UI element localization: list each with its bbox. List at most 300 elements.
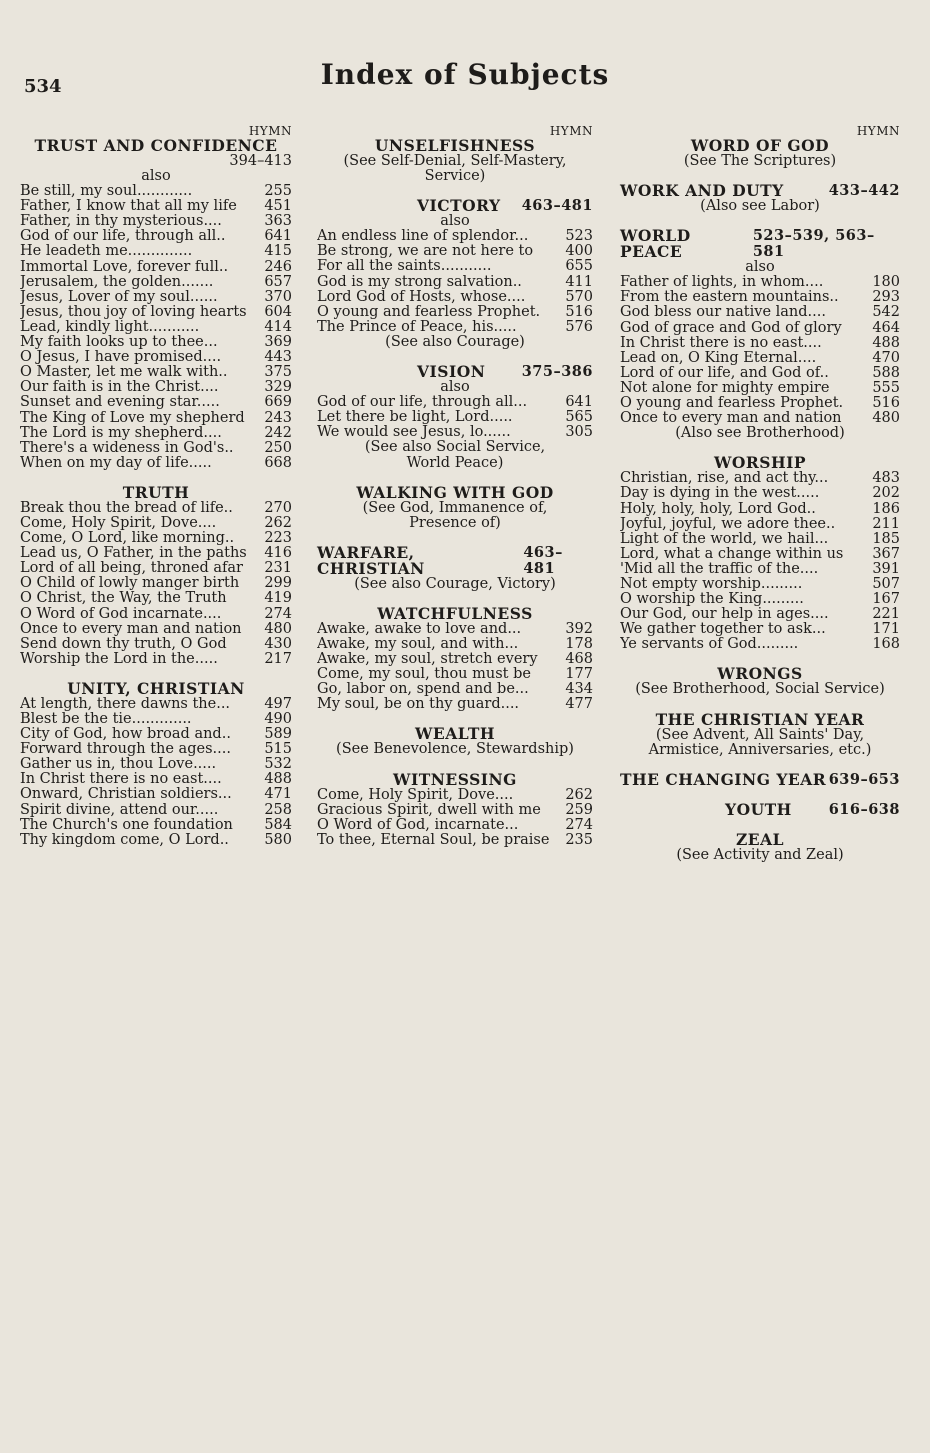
hymn-number: 430 xyxy=(264,635,292,652)
hymn-range: 463–481 xyxy=(521,197,593,215)
hymn-number: 657 xyxy=(264,273,292,290)
hymn-title: Immortal Love, forever full.. xyxy=(20,259,229,275)
section-heading xyxy=(620,769,900,789)
hymn-number: 516 xyxy=(565,303,593,320)
hymn-title: Not empty worship......... xyxy=(620,576,803,592)
section-heading xyxy=(620,455,900,471)
subject-section xyxy=(20,138,292,471)
hymn-title: 'Mid all the traffic of the.... xyxy=(620,561,819,577)
hymn-number: 464 xyxy=(872,319,900,336)
section-title: VICTORY xyxy=(417,196,501,216)
hymn-title: Day is dying in the west..... xyxy=(620,486,820,502)
hymn-number: 588 xyxy=(872,364,900,381)
hymn-title: Jerusalem, the golden....... xyxy=(20,274,214,290)
hymn-number: 523 xyxy=(565,228,593,245)
hymn-number: 262 xyxy=(565,786,593,803)
hymn-entry xyxy=(20,742,292,757)
hymn-title: There's a wideness in God's.. xyxy=(20,440,234,456)
hymn-column-header: HYMN xyxy=(549,124,593,138)
hymn-entry xyxy=(20,772,292,787)
hymn-number: 400 xyxy=(565,243,593,260)
hymn-number: 434 xyxy=(565,681,593,698)
hymn-entry xyxy=(20,365,292,380)
section-title: WALKING WITH GOD xyxy=(356,482,554,502)
hymn-number: 419 xyxy=(264,590,292,607)
hymn-range: 616–638 xyxy=(828,800,900,818)
subject-section xyxy=(620,829,900,863)
hymn-title: Blest be the tie............. xyxy=(20,712,192,727)
section-heading xyxy=(317,603,593,623)
section-heading xyxy=(317,769,593,789)
subject-section xyxy=(620,183,900,214)
hymn-title: Sunset and evening star..... xyxy=(20,395,220,411)
hymn-column-header: HYMN xyxy=(248,124,292,138)
hymn-title: God of our life, through all... xyxy=(317,395,528,411)
subject-section xyxy=(317,542,593,592)
hymn-title: O worship the King......... xyxy=(620,592,804,608)
section-title: YOUTH xyxy=(725,799,792,819)
subject-section xyxy=(620,666,900,697)
hymn-entry xyxy=(317,803,593,818)
hymn-title: City of God, how broad and.. xyxy=(20,727,231,743)
hymn-entry xyxy=(620,321,900,336)
section-title: WORD OF GOD xyxy=(690,136,830,155)
section-title: ZEAL xyxy=(735,829,785,849)
hymn-entry xyxy=(317,818,593,833)
hymn-title: My soul, be on thy guard.... xyxy=(317,697,520,713)
hymn-number: 242 xyxy=(264,424,292,441)
hymn-title: Father, in thy mysterious.... xyxy=(20,214,222,230)
hymn-number: 451 xyxy=(264,198,292,215)
section-heading xyxy=(317,364,593,380)
hymn-number: 488 xyxy=(264,771,292,788)
hymn-number: 370 xyxy=(264,288,292,305)
hymn-number: 443 xyxy=(264,349,292,366)
hymn-number: 293 xyxy=(872,289,900,306)
hymn-number: 180 xyxy=(872,274,900,291)
hymn-entry xyxy=(317,275,593,290)
hymn-entry xyxy=(620,351,900,366)
section-title: WRONGS xyxy=(717,664,803,684)
cross-reference-note: Presence of) xyxy=(409,514,501,531)
subject-section xyxy=(20,482,292,667)
hymn-title: Father, I know that all my life xyxy=(20,199,237,215)
page-title: Index of Subjects xyxy=(320,58,610,91)
section-heading xyxy=(620,829,900,849)
hymn-number: 480 xyxy=(264,620,292,637)
hymn-number: 555 xyxy=(872,379,900,396)
section-heading xyxy=(317,482,593,502)
hymn-number: 262 xyxy=(264,514,292,531)
hymn-entry xyxy=(317,305,593,320)
hymn-title: Father of lights, in whom.... xyxy=(620,275,824,291)
subject-section xyxy=(317,769,593,848)
subject-section xyxy=(317,482,593,531)
hymn-number: 470 xyxy=(872,349,900,366)
hymn-number: 171 xyxy=(872,621,900,638)
hymn-number: 391 xyxy=(872,560,900,577)
hymn-number: 369 xyxy=(264,334,292,351)
hymn-entry xyxy=(620,547,900,562)
hymn-number: 580 xyxy=(264,831,292,848)
hymn-title: Thy kingdom come, O Lord.. xyxy=(20,832,229,848)
hymn-title: Once to every man and nation xyxy=(20,621,242,637)
hymn-entry xyxy=(20,411,292,426)
hymn-title: Lord, what a change within us xyxy=(620,546,844,562)
hymn-title: O Word of God, incarnate... xyxy=(317,817,519,833)
hymn-number: 480 xyxy=(872,410,900,427)
hymn-title: Awake, my soul, stretch every xyxy=(317,652,538,668)
hymn-entry xyxy=(20,591,292,606)
hymn-title: At length, there dawns the... xyxy=(20,696,231,712)
section-heading xyxy=(620,709,900,729)
hymn-entry xyxy=(20,803,292,818)
hymn-title: Christian, rise, and act thy... xyxy=(620,471,829,487)
hymn-entry xyxy=(620,562,900,577)
hymn-range: 639–653 xyxy=(828,770,900,788)
hymn-entry xyxy=(620,366,900,381)
hymn-title: O Jesus, I have promised.... xyxy=(20,350,222,366)
subject-section xyxy=(620,709,900,758)
hymn-number: 259 xyxy=(565,801,593,818)
hymn-entry xyxy=(20,350,292,365)
hymn-number: 168 xyxy=(872,636,900,653)
hymn-entry xyxy=(20,607,292,622)
hymn-entry xyxy=(620,275,900,290)
hymn-entry xyxy=(20,576,292,591)
section-heading xyxy=(620,799,900,819)
hymn-title: O Master, let me walk with.. xyxy=(20,365,228,381)
section-heading xyxy=(620,183,900,199)
subject-section xyxy=(620,228,900,441)
hymn-entry xyxy=(20,199,292,214)
section-title: TRUST AND CONFIDENCE xyxy=(34,136,278,155)
hymn-title: We would see Jesus, lo...... xyxy=(317,425,511,441)
hymn-entry xyxy=(620,486,900,501)
section-title: UNSELFISHNESS xyxy=(374,136,536,155)
hymn-entry xyxy=(20,244,292,259)
hymn-entry xyxy=(620,577,900,592)
hymn-entry xyxy=(620,592,900,607)
cross-reference-note: (See Self-Denial, Self-Mastery, xyxy=(343,153,567,169)
page-number: 534 xyxy=(24,76,62,97)
hymn-entry xyxy=(317,410,593,425)
hymn-title: Gather us in, thou Love..... xyxy=(20,757,217,773)
hymn-number: 565 xyxy=(565,409,593,426)
hymn-entry xyxy=(317,697,593,712)
hymn-number: 604 xyxy=(264,303,292,320)
cross-reference-note: World Peace) xyxy=(406,454,504,471)
hymn-column-header: HYMN xyxy=(856,124,900,138)
hymn-entry xyxy=(20,320,292,335)
cross-reference-note: (Also see Brotherhood) xyxy=(675,425,845,442)
hymn-title: O Word of God incarnate.... xyxy=(20,606,222,622)
subject-section xyxy=(620,138,900,169)
section-title: WITNESSING xyxy=(393,769,517,789)
hymn-number: 589 xyxy=(264,726,292,743)
section-heading xyxy=(317,138,593,154)
section-title: WEALTH xyxy=(414,724,496,744)
hymn-title: Forward through the ages.... xyxy=(20,742,231,758)
hymn-entry xyxy=(20,395,292,410)
hymn-entry xyxy=(317,682,593,697)
hymn-number: 367 xyxy=(872,545,900,562)
subject-section xyxy=(620,769,900,789)
hymn-entry xyxy=(20,456,292,471)
hymn-title: Awake, my soul, and with... xyxy=(317,636,519,652)
hymn-number: 641 xyxy=(264,228,292,245)
hymn-entry xyxy=(20,229,292,244)
hymn-entry xyxy=(20,214,292,229)
hymn-title: O Christ, the Way, the Truth xyxy=(20,591,227,607)
hymn-number: 363 xyxy=(264,213,292,230)
hymn-number: 211 xyxy=(872,515,900,532)
hymn-entry xyxy=(317,290,593,305)
section-heading xyxy=(620,138,900,154)
hymn-entry xyxy=(20,335,292,350)
hymn-number: 542 xyxy=(872,304,900,321)
hymn-entry xyxy=(20,787,292,802)
section-heading xyxy=(317,726,593,742)
hymn-title: Ye servants of God......... xyxy=(620,637,799,653)
hymn-entry xyxy=(20,712,292,727)
hymn-entry xyxy=(20,290,292,305)
hymn-entry xyxy=(317,320,593,335)
hymn-title: Lead us, O Father, in the paths xyxy=(20,546,247,562)
hymn-range: 463–481 xyxy=(523,543,563,577)
cross-reference-note: Armistice, Anniversaries, etc.) xyxy=(648,741,872,758)
cross-reference-note: (See also Courage) xyxy=(385,333,525,350)
section-title: WATCHFULNESS xyxy=(377,603,533,623)
hymn-title: In Christ there is no east.... xyxy=(20,772,222,788)
cross-reference-note: (See The Scriptures) xyxy=(683,153,837,169)
hymn-title: Holy, holy, holy, Lord God.. xyxy=(620,501,816,517)
hymn-entry xyxy=(20,426,292,441)
cross-reference-note: Service) xyxy=(424,168,486,185)
hymn-number: 305 xyxy=(565,424,593,441)
subject-section xyxy=(620,455,900,652)
hymn-entry xyxy=(20,531,292,546)
hymn-number: 329 xyxy=(264,379,292,396)
hymn-number: 274 xyxy=(264,605,292,622)
hymn-number: 416 xyxy=(264,545,292,562)
hymn-title: Come, O Lord, like morning.. xyxy=(20,531,235,547)
cross-reference-note: (See Benevolence, Stewardship) xyxy=(336,741,574,758)
hymn-title: Not alone for mighty empire xyxy=(620,380,830,396)
hymn-title: For all the saints........... xyxy=(317,259,492,275)
section-heading xyxy=(20,678,292,698)
hymn-entry xyxy=(20,652,292,667)
hymn-title: To thee, Eternal Soul, be praise xyxy=(317,832,550,848)
hymn-number: 235 xyxy=(565,831,593,848)
cross-reference-note: (See also Courage, Victory) xyxy=(354,575,556,592)
hymn-title: Go, labor on, spend and be... xyxy=(317,682,529,698)
hymn-number: 570 xyxy=(565,288,593,305)
hymn-entry xyxy=(20,380,292,395)
hymn-range: 375–386 xyxy=(521,363,593,381)
cross-reference-note: also xyxy=(440,213,470,230)
hymn-number: 186 xyxy=(872,500,900,517)
subject-section xyxy=(20,678,292,848)
section-title: WORSHIP xyxy=(713,453,807,473)
hymn-number: 299 xyxy=(264,575,292,592)
hymn-number: 576 xyxy=(565,318,593,335)
index-column-1 xyxy=(20,124,292,862)
hymn-title: Break thou the bread of life.. xyxy=(20,500,233,516)
hymn-range: 394–413 xyxy=(229,153,292,169)
hymn-entry xyxy=(317,244,593,259)
hymn-number: 584 xyxy=(264,816,292,833)
hymn-number: 231 xyxy=(264,560,292,577)
hymn-entry xyxy=(317,652,593,667)
hymn-entry xyxy=(20,757,292,772)
hymn-number: 477 xyxy=(565,696,593,713)
hymn-entry xyxy=(20,833,292,848)
hymn-title: An endless line of splendor... xyxy=(317,229,529,245)
hymn-title: Gracious Spirit, dwell with me xyxy=(317,802,541,818)
hymn-range: 523–539, 563–581 xyxy=(752,227,875,261)
section-title: UNITY, CHRISTIAN xyxy=(67,678,245,698)
hymn-entry xyxy=(20,260,292,275)
hymn-entry xyxy=(20,516,292,531)
hymn-title: O young and fearless Prophet. xyxy=(317,304,541,320)
subject-section xyxy=(317,364,593,471)
hymn-title: Joyful, joyful, we adore thee.. xyxy=(620,516,836,532)
section-title: VISION xyxy=(417,362,486,382)
hymn-title: Once to every man and nation xyxy=(620,411,842,427)
subject-section xyxy=(317,726,593,757)
section-title: THE CHANGING YEAR xyxy=(620,769,827,789)
hymn-number: 668 xyxy=(264,454,292,471)
hymn-entry xyxy=(20,441,292,456)
cross-reference-note: also xyxy=(141,168,171,184)
hymn-entry xyxy=(317,622,593,637)
hymn-title: Spirit divine, attend our..... xyxy=(20,802,219,818)
hymn-number: 270 xyxy=(264,499,292,516)
hymn-number: 490 xyxy=(264,711,292,727)
hymn-number: 255 xyxy=(264,183,292,200)
hymn-number: 641 xyxy=(565,394,593,411)
hymn-number: 375 xyxy=(264,364,292,381)
hymn-entry xyxy=(20,727,292,742)
hymn-number: 488 xyxy=(872,334,900,351)
cross-reference-note: (See Advent, All Saints' Day, xyxy=(655,726,865,743)
section-title: TRUTH xyxy=(122,482,190,502)
hymn-number: 167 xyxy=(872,591,900,608)
cross-reference-note: (Also see Labor) xyxy=(700,198,820,215)
hymn-entry xyxy=(20,622,292,637)
section-title: WORLD PEACE xyxy=(620,226,691,262)
hymn-title: Worship the Lord in the..... xyxy=(20,651,218,667)
hymn-title: O Child of lowly manger birth xyxy=(20,576,240,592)
subject-section xyxy=(317,198,593,350)
hymn-entry xyxy=(317,259,593,274)
hymn-entry xyxy=(20,305,292,320)
hymn-title: We gather together to ask... xyxy=(620,622,826,638)
hymn-entry xyxy=(620,411,900,426)
hymn-title: From the eastern mountains.. xyxy=(620,290,839,306)
hymn-entry xyxy=(20,501,292,516)
hymn-entry xyxy=(620,396,900,411)
section-title: WORK AND DUTY xyxy=(620,181,784,201)
hymn-title: Lead, kindly light........... xyxy=(20,319,200,335)
subject-section xyxy=(620,799,900,819)
section-heading xyxy=(20,482,292,502)
hymn-number: 515 xyxy=(264,741,292,758)
hymn-entry xyxy=(20,546,292,561)
hymn-number: 532 xyxy=(264,756,292,773)
section-title: WARFARE, CHRISTIAN xyxy=(317,542,425,578)
hymn-number: 250 xyxy=(264,439,292,456)
hymn-entry xyxy=(20,275,292,290)
hymn-number: 202 xyxy=(872,485,900,502)
hymn-title: Lead on, O King Eternal.... xyxy=(620,350,817,366)
hymn-title: God of our life, through all.. xyxy=(20,229,226,245)
hymn-number: 516 xyxy=(872,395,900,412)
hymn-entry xyxy=(317,637,593,652)
hymn-title: God bless our native land.... xyxy=(620,305,826,321)
hymn-title: Lord of all being, throned afar xyxy=(20,561,243,577)
hymn-number: 178 xyxy=(565,635,593,652)
hymn-number: 669 xyxy=(264,394,292,411)
hymn-entry xyxy=(620,532,900,547)
hymn-number: 415 xyxy=(264,243,292,260)
hymn-title: The Lord is my shepherd.... xyxy=(20,425,222,441)
hymn-entry xyxy=(620,381,900,396)
hymn-title: Be strong, we are not here to xyxy=(317,244,534,260)
hymn-number: 243 xyxy=(264,409,292,426)
hymn-title: The King of Love my shepherd xyxy=(20,410,245,426)
section-heading xyxy=(317,542,593,578)
index-column-3 xyxy=(620,124,900,877)
hymn-entry xyxy=(620,290,900,305)
hymn-entry xyxy=(20,818,292,833)
hymn-number: 217 xyxy=(264,650,292,667)
hymn-title: Onward, Christian soldiers... xyxy=(20,787,232,803)
hymn-title: The Church's one foundation xyxy=(20,817,233,833)
cross-reference-note: also xyxy=(745,259,775,276)
hymn-number: 246 xyxy=(264,258,292,275)
hymn-title: O young and fearless Prophet. xyxy=(620,396,844,412)
hymn-entry xyxy=(620,471,900,486)
hymn-title: Our God, our help in ages.... xyxy=(620,607,829,623)
hymn-entry xyxy=(20,697,292,712)
hymn-number: 655 xyxy=(565,258,593,275)
hymn-entry xyxy=(620,637,900,652)
hymn-number: 185 xyxy=(872,530,900,547)
section-heading xyxy=(20,138,292,154)
cross-reference-note: (See Activity and Zeal) xyxy=(676,846,844,863)
hymn-entry xyxy=(20,561,292,576)
hymn-entry xyxy=(317,395,593,410)
hymn-title: God of grace and God of glory xyxy=(620,320,842,336)
hymn-number: 223 xyxy=(264,530,292,547)
hymn-entry xyxy=(620,305,900,320)
cross-reference-note: (See also Social Service, xyxy=(364,439,546,456)
hymn-entry xyxy=(317,788,593,803)
hymn-entry xyxy=(620,622,900,637)
hymn-title: Come, my soul, thou must be xyxy=(317,667,531,683)
section-heading xyxy=(317,198,593,214)
hymn-range: 433–442 xyxy=(828,182,900,200)
hymn-entry xyxy=(620,502,900,517)
section-title: THE CHRISTIAN YEAR xyxy=(655,709,865,729)
hymn-entry xyxy=(620,607,900,622)
hymn-title: Lord of our life, and God of.. xyxy=(620,365,829,381)
cross-reference-note: also xyxy=(440,379,470,396)
hymn-number: 258 xyxy=(264,801,292,818)
hymn-title: My faith looks up to thee... xyxy=(20,335,218,351)
